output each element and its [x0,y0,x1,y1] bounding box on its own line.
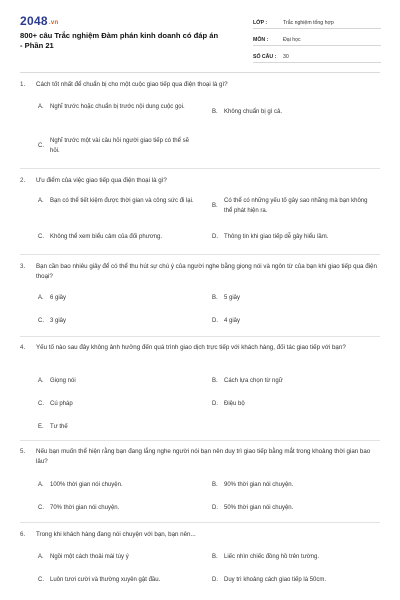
meta-row-class [253,14,381,29]
option-text: Bạn có thể tiết kiệm được thời gian và công sức đi lại. [50,198,194,204]
option-b[interactable] [212,107,374,117]
option-letter: B. [212,482,218,488]
question-text [20,262,380,282]
option-e[interactable] [38,422,200,432]
option-text: Duy trì khoảng cách giao tiếp là 50cm. [224,577,327,583]
option-c[interactable] [38,503,200,513]
option-letter: B. [212,378,218,384]
question-3 [20,262,380,324]
option-text: 50% thời gian nói chuyện. [224,505,294,511]
option-a[interactable] [38,102,200,112]
meta-value: 30 [283,54,289,60]
document-title: 800+ câu Trắc nghiệm Đàm phán kinh doanh có đáp án - Phần 21 [20,31,219,50]
meta-label: LỚP : [253,20,268,26]
question-text [20,176,380,186]
option-letter: E. [38,424,44,430]
option-letter: B. [212,295,218,301]
logo-text: 2048 [20,14,48,28]
option-a[interactable] [38,293,200,303]
question-number: 1. [20,81,26,88]
site-logo[interactable] [20,14,58,28]
option-letter: C. [38,401,44,407]
option-text: Cách lựa chọn từ ngữ [224,378,283,384]
option-text: Liếc nhìn chiếc đồng hồ trên tường. [224,554,320,560]
option-text: 70% thời gian nói chuyện. [50,505,120,511]
meta-table [253,14,381,65]
option-letter: A. [38,554,44,560]
option-letter: D. [212,234,218,240]
option-letter: D. [212,577,218,583]
option-letter: A. [38,295,44,301]
question-text [20,530,380,540]
option-d[interactable] [212,399,374,409]
option-text: 100% thời gian nói chuyện. [50,482,123,488]
option-d[interactable] [212,575,374,585]
option-text: Luôn tươi cười và thường xuyên gật đầu. [50,577,161,583]
question-number: 2. [20,177,26,184]
question-4 [20,343,380,430]
option-letter: C. [38,577,44,583]
option-letter: A. [38,104,44,110]
option-text: Tư thế [50,424,68,430]
question-body: Cách tốt nhất để chuẩn bị cho một cuộc giao tiếp qua điện thoại là gì? [36,81,228,88]
option-letter: C. [38,318,44,324]
option-text: Không thể xem biểu cảm của đối phương. [50,234,163,240]
meta-value: Trắc nghiệm tổng hợp [283,20,334,26]
question-body: Trong khi khách hàng đang nói chuyện với bạn, bạn nên... [36,531,196,538]
question-divider [20,254,380,255]
option-text: Cú pháp [50,401,73,407]
header-divider [20,72,380,73]
option-c[interactable] [38,575,200,585]
question-number: 4. [20,344,26,351]
question-2 [20,176,380,240]
option-letter: C. [38,234,44,240]
option-text: Ngồi một cách thoải mái tùy ý [50,554,129,560]
option-a[interactable] [38,480,200,490]
option-letter: C. [38,143,44,149]
question-divider [20,168,380,169]
meta-value: Đại học [283,37,301,43]
option-d[interactable] [212,232,374,242]
option-letter: B. [212,203,218,209]
question-number: 3. [20,263,26,270]
option-c[interactable] [38,232,200,242]
question-divider [20,522,380,523]
option-text: 3 giây [50,318,67,324]
option-text: 90% thời gian nói chuyện. [224,482,294,488]
option-b[interactable] [212,552,374,562]
option-c[interactable] [38,136,200,156]
question-divider [20,440,380,441]
option-letter: C. [38,505,44,511]
option-letter: A. [38,378,44,384]
option-a[interactable] [38,376,200,386]
option-text: Giọng nói [50,378,76,384]
question-divider [20,336,380,337]
option-text: Có thể có những yếu tố gây sao nhãng mà bạn không thể phát hiện ra. [224,198,368,214]
option-text: 4 giây [224,318,241,324]
question-1 [20,80,380,154]
option-text: 5 giây [224,295,241,301]
option-letter: B. [212,109,218,115]
option-d[interactable] [212,503,374,513]
question-5 [20,447,380,511]
question-body: Nếu bạn muốn thể hiện rằng bạn đang lắng nghe người nói bạn nên duy trì giao tiếp bằng mắt trong khoảng thời gian bao lâu? [36,448,371,465]
option-text: 6 giây [50,295,67,301]
option-letter: B. [212,554,218,560]
question-text [20,343,380,353]
option-b[interactable] [212,196,374,216]
question-body: Bạn cần bao nhiêu giây để có thể thu hút sự chú ý của người nghe bằng giọng nói và ngôn từ của bạn khi giao tiếp qua điện thoại? [36,263,377,280]
question-text [20,447,380,467]
option-letter: A. [38,482,44,488]
question-body: Ưu điểm của việc giao tiếp qua điện thoại là gì? [36,177,167,184]
option-c[interactable] [38,316,200,326]
option-c[interactable] [38,399,200,409]
option-letter: D. [212,505,218,511]
option-text: Điệu bộ [224,401,245,407]
meta-row-subject [253,31,381,46]
logo-suffix: .vn [48,20,59,26]
option-text: Thông tin khi giao tiếp dễ gây hiểu lầm. [224,234,329,240]
question-text [20,80,380,90]
option-d[interactable] [212,316,374,326]
option-text: Nghĩ trước một vài câu hỏi người giao tiếp có thể sẽ hỏi. [50,138,189,154]
option-letter: D. [212,318,218,324]
option-a[interactable] [38,552,200,562]
question-number: 5. [20,448,26,455]
meta-row-count [253,48,381,63]
question-body: Yếu tố nào sau đây không ảnh hưởng đến quá trình giao dịch trực tiếp với khách hàng, đối tác giao tiếp với bạn? [36,344,346,351]
option-letter: A. [38,198,44,204]
option-b[interactable] [212,293,374,303]
option-letter: D. [212,401,218,407]
meta-label: MÔN : [253,37,269,43]
meta-label: SỐ CÂU : [253,54,277,60]
option-text: Nghĩ trước hoặc chuẩn bị trước nội dung cuộc gọi. [50,104,185,110]
question-number: 6. [20,531,26,538]
option-a[interactable] [38,196,200,206]
option-b[interactable] [212,376,374,386]
option-b[interactable] [212,480,374,490]
option-text: Không chuẩn bị gì cả. [224,109,283,115]
question-6 [20,530,380,583]
